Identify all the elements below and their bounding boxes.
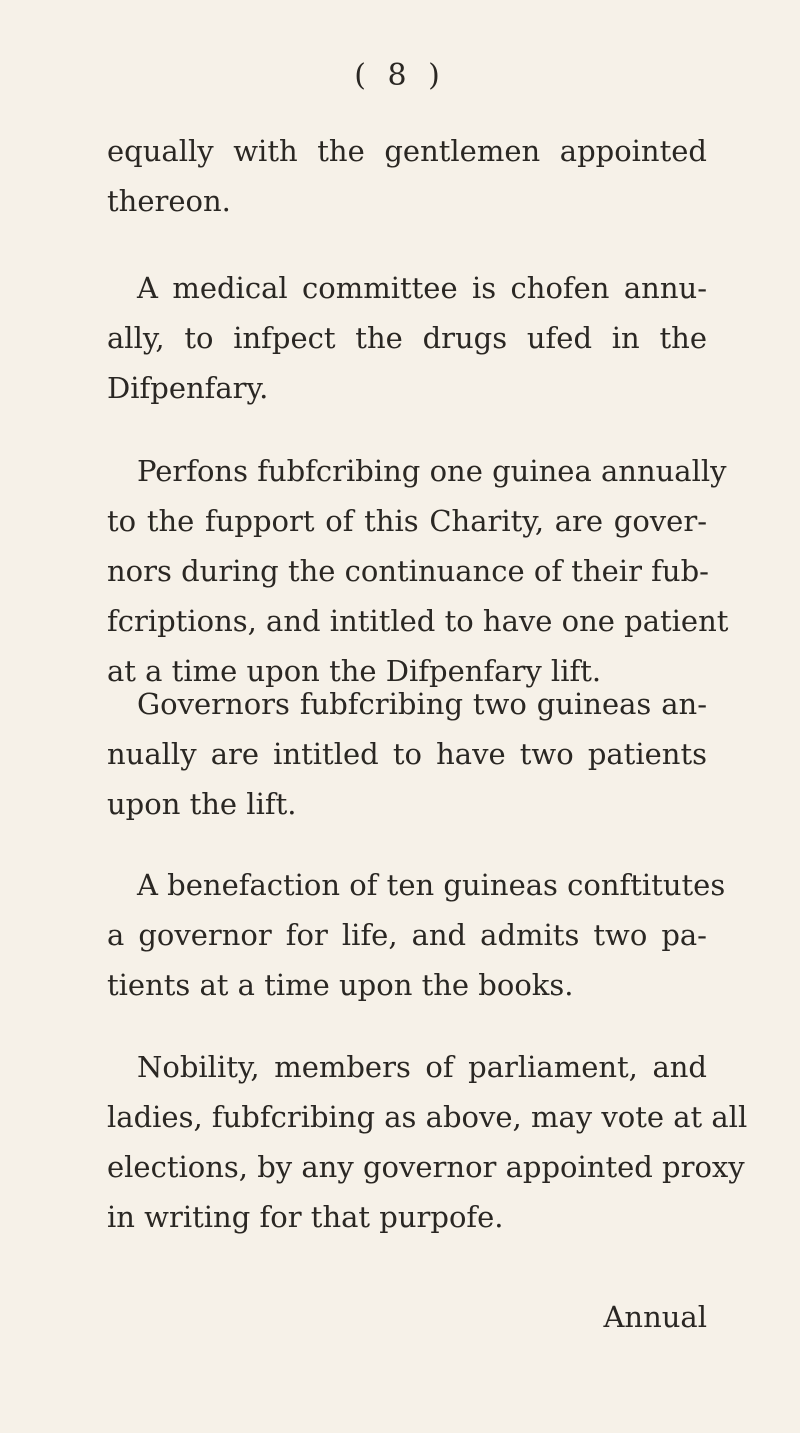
catchword: Annual: [603, 1300, 707, 1334]
paragraph-3: [107, 446, 729, 696]
paragraph-line: thereon.: [107, 184, 231, 218]
paragraph-line: elections, by any governor appointed proxy: [107, 1150, 745, 1184]
paragraph-line: A medical committee is chofen annu-: [137, 271, 707, 305]
paragraph-6: [107, 1042, 748, 1242]
paragraph-line: nually are intitled to have two patients: [107, 737, 707, 771]
paragraph-1: [107, 126, 707, 226]
paragraph-line: Governors fubfcribing two guineas an-: [137, 687, 707, 721]
paragraph-line: Perfons fubfcribing one guinea annually: [137, 454, 727, 488]
paragraph-line: a governor for life, and admits two pa-: [107, 918, 707, 952]
paragraph-line: upon the lift.: [107, 787, 297, 821]
paragraph-line: nors during the continuance of their fub-: [107, 554, 709, 588]
paragraph-2: [107, 263, 707, 413]
paragraph-line: equally with the gentlemen appointed: [107, 134, 707, 168]
paragraph-line: Difpenfary.: [107, 371, 269, 405]
paragraph-line: at a time upon the Difpenfary lift.: [107, 654, 602, 688]
paragraph-line: Nobility, members of parliament, and: [137, 1050, 707, 1084]
paragraph-line: ally, to infpect the drugs ufed in the: [107, 321, 707, 355]
paragraph-line: A benefaction of ten guineas conftitutes: [137, 868, 726, 902]
paragraph-5: [107, 860, 726, 1010]
paragraph-line: in writing for that purpofe.: [107, 1200, 504, 1234]
page-number: ( 8 ): [354, 58, 446, 93]
paragraph-line: to the fupport of this Charity, are gover-: [107, 504, 707, 538]
paragraph-line: ladies, fubfcribing as above, may vote at all: [107, 1100, 748, 1134]
paragraph-line: tients at a time upon the books.: [107, 968, 574, 1002]
paragraph-line: fcriptions, and intitled to have one patient: [107, 604, 729, 638]
paragraph-4: [107, 679, 707, 829]
